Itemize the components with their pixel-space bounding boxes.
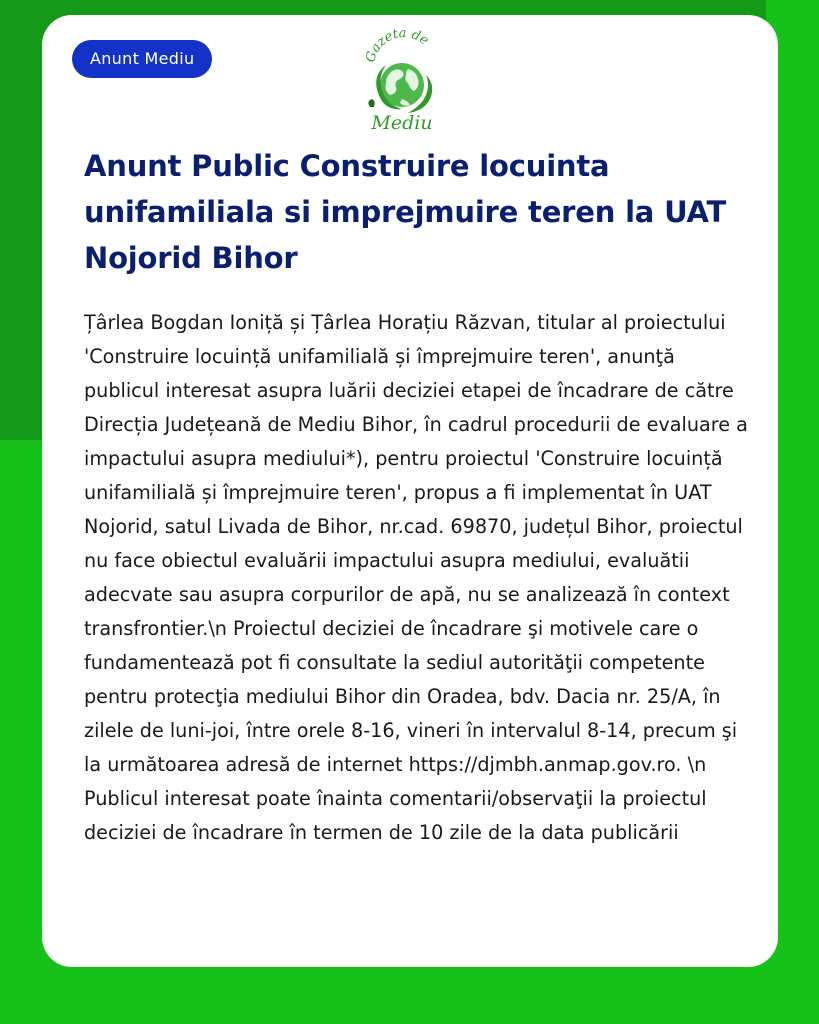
logo-text-top: Gazeta de (363, 25, 432, 65)
announcement-card (42, 15, 778, 967)
article-body: Țârlea Bogdan Ioniță și Țârlea Horațiu Răzvan, titular al proiectului 'Construire locuință unifamilială și împrejmuire teren', anunţă publicul interesat asupra luării deciziei etapei de încadrare de către Direcția Județeană de Mediu Bihor, în cadrul procedurii de evaluare a impactului asupra mediului*), pentru proiectul 'Construire locuință unifamilială și împrejmuire teren', propus a fi implementat în UAT Nojorid, satul Livada de Bihor, nr.cad. 69870, județul Bihor, proiectul nu face obiectul evaluării impactului asupra mediului, evaluătii adecvate sau asupra corpurilor de apă, nu se analizează în context transfrontier.\n Proiectul deciziei de încadrare şi motivele care o fundamentează pot fi consultate la sediul autorităţii competente pentru protecţia mediului Bihor din Oradea, bdv. Dacia nr. 25/A, în zilele de luni-joi, între orele 8-16, vineri în intervalul 8-14, precum şi la următoarea adresă de internet https://djmbh.anmap.gov.ro. \n Publicul interesat poate înainta comentarii/observaţii la proiectul deciziei de încadrare în termen de 10 zile de la data publicării (84, 311, 748, 844)
category-badge[interactable]: Anunt Mediu (72, 40, 212, 78)
article-title: Anunt Public Construire locuinta unifamiliala si imprejmuire teren la UAT Nojorid Bihor (84, 149, 727, 275)
gazeta-de-mediu-logo (352, 23, 452, 135)
logo-text-bottom: Mediu (371, 112, 433, 134)
